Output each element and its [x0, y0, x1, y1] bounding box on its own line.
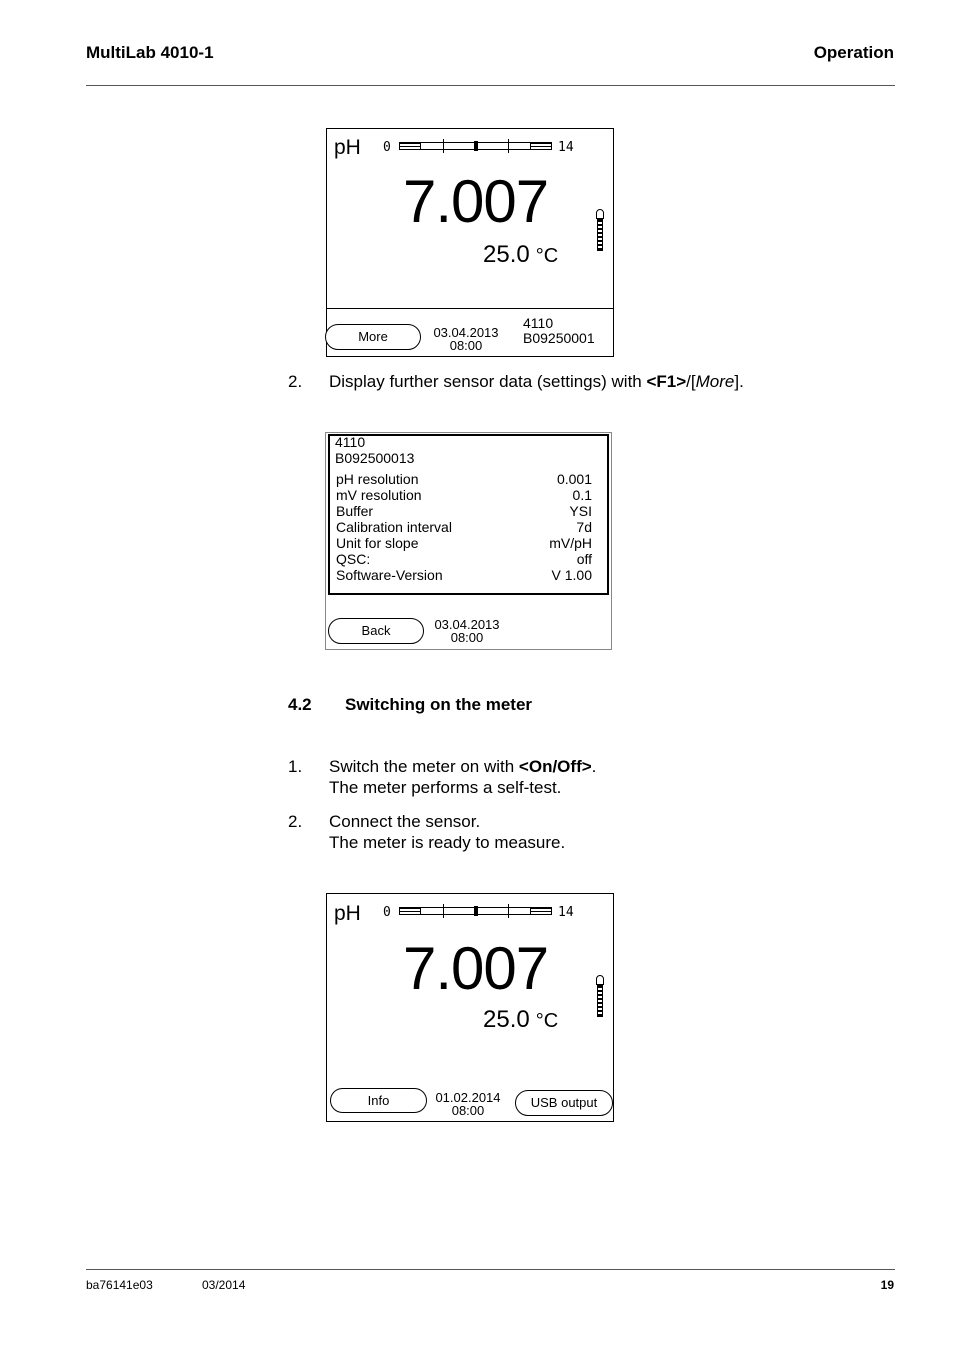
- step-number: 1.: [288, 757, 303, 776]
- setting-row: Buffer YSI: [336, 503, 592, 519]
- scale-max: 14: [558, 905, 574, 920]
- footer-rule: [86, 1269, 895, 1270]
- page-number: 19: [880, 1278, 894, 1292]
- sensor-serial: B092500013: [335, 450, 415, 466]
- section-number: 4.2: [288, 695, 312, 714]
- sensor-icon: [596, 209, 604, 251]
- ph-label: pH: [334, 902, 361, 925]
- ph-scale-bar: [399, 904, 552, 916]
- datetime: 03.04.2013 08:00: [434, 617, 500, 645]
- sensor-icon: [596, 975, 604, 1017]
- back-softkey[interactable]: Back: [328, 618, 424, 644]
- display-screen-measurement: [326, 128, 614, 357]
- scale-min: 0: [383, 905, 391, 920]
- scale-min: 0: [383, 140, 391, 155]
- datetime: 03.04.2013 08:00: [433, 325, 499, 353]
- step-text: Connect the sensor. The meter is ready to measure.: [329, 812, 566, 852]
- sensor-model: 4110: [335, 434, 366, 450]
- measured-value: 7.007: [403, 168, 549, 235]
- display-screen-sensor-settings: [325, 432, 612, 650]
- footer-date: 03/2014: [202, 1278, 246, 1292]
- status-separator: [327, 308, 613, 309]
- ph-scale-bar: [399, 139, 552, 151]
- display-screen-measurement: [326, 893, 614, 1122]
- running-header-section: Operation: [813, 43, 894, 62]
- footer-doc-id: ba76141e03: [86, 1278, 153, 1292]
- header-rule: [86, 85, 895, 86]
- info-softkey[interactable]: Info: [330, 1088, 427, 1113]
- setting-row: pH resolution 0.001: [336, 471, 592, 487]
- setting-row: QSC: off: [336, 551, 592, 567]
- step-text: Display further sensor data (settings) with <F1>/[More].: [329, 372, 744, 391]
- step-number: 2.: [288, 372, 303, 391]
- sensor-info: 4110 B09250001: [523, 315, 595, 346]
- scale-max: 14: [558, 140, 574, 155]
- running-header-title: MultiLab 4010-1: [86, 43, 214, 62]
- temperature-reading: 25.0 °C: [483, 241, 559, 268]
- setting-row: Calibration interval 7d: [336, 519, 592, 535]
- step-number: 2.: [288, 812, 303, 831]
- usb-output-softkey[interactable]: USB output: [515, 1090, 613, 1116]
- setting-row: mV resolution 0.1: [336, 487, 592, 503]
- setting-row: Software-Version V 1.00: [336, 567, 592, 583]
- settings-panel: [328, 434, 609, 595]
- ph-label: pH: [334, 136, 361, 159]
- setting-row: Unit for slope mV/pH: [336, 535, 592, 551]
- more-softkey[interactable]: More: [325, 324, 421, 350]
- datetime: 01.02.2014 08:00: [435, 1090, 501, 1118]
- step-text: Switch the meter on with <On/Off>. The meter performs a self-test.: [329, 757, 597, 797]
- measured-value: 7.007: [403, 935, 549, 1002]
- section-title: Switching on the meter: [345, 695, 533, 714]
- temperature-reading: 25.0 °C: [483, 1006, 559, 1033]
